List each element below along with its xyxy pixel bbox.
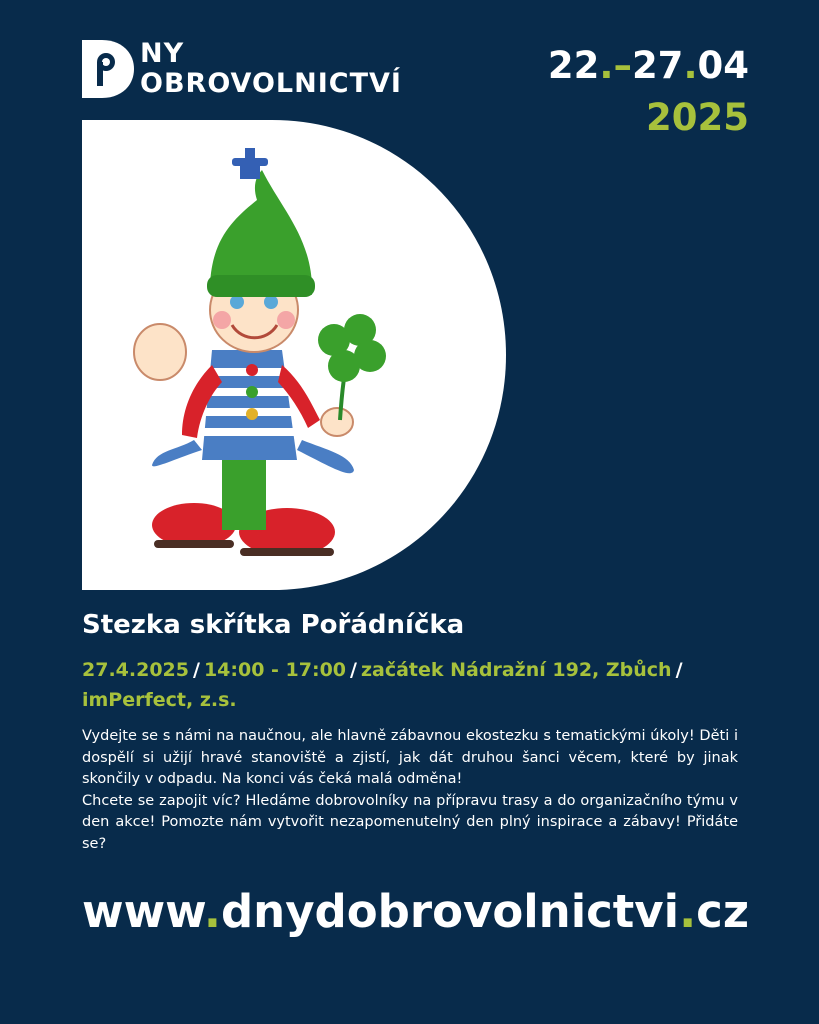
meta-separator: / (675, 659, 683, 681)
event-organizer: imPerfect, z.s. (82, 689, 237, 711)
gnome-illustration (82, 120, 506, 590)
date-dot: . (599, 44, 614, 87)
description-paragraph: Chcete se zapojit víc? Hledáme dobrovolníky na přípravu trasy a do organizačního týmu v den akce! Pomozte nám vytvořit nezapomenutelný den plný inspirace a zábavy! Přidáte se? (82, 792, 738, 852)
month: 04 (697, 44, 749, 87)
date-range (548, 40, 749, 92)
meta-separator: / (350, 659, 357, 681)
website-link[interactable] (82, 885, 749, 938)
event-meta (82, 655, 742, 715)
date-dot: . (683, 44, 698, 87)
event-dates (548, 40, 749, 144)
url-part: dnydobrovolnictvi (220, 885, 680, 938)
event-time: 14:00 - 17:00 (203, 659, 347, 681)
url-part: cz (696, 885, 750, 938)
event-location: začátek Nádražní 192, Zbůch (360, 659, 672, 681)
logo-line-2: OBROVOLNICTVÍ (140, 68, 402, 99)
description-paragraph: Vydejte se s námi na naučnou, ale hlavně zábavnou ekostezku s tematickými úkoly! Děti i dospělí si užijí hravé stanoviště a zjistí, jak dát druhou šanci věcem, které by jinak skončily v odpadu. Na konci vás čeká malá odměna! (82, 728, 738, 787)
url-part: www (82, 885, 204, 938)
event-title: Stezka skřítka Pořádníčka (82, 610, 465, 640)
meta-separator: / (192, 659, 200, 681)
year: 2025 (646, 96, 749, 139)
url-dot: . (203, 885, 221, 938)
end-day: 27 (631, 44, 684, 87)
dd-logo-icon (82, 40, 134, 98)
event-date: 27.4.2025 (82, 659, 189, 681)
hero-illustration (82, 120, 506, 590)
date-dash: – (613, 44, 632, 87)
event-description (82, 726, 738, 855)
start-day: 22 (547, 44, 600, 87)
url-dot: . (679, 885, 697, 938)
logo-line-1: NY (140, 38, 185, 69)
brand-logo (82, 40, 432, 100)
